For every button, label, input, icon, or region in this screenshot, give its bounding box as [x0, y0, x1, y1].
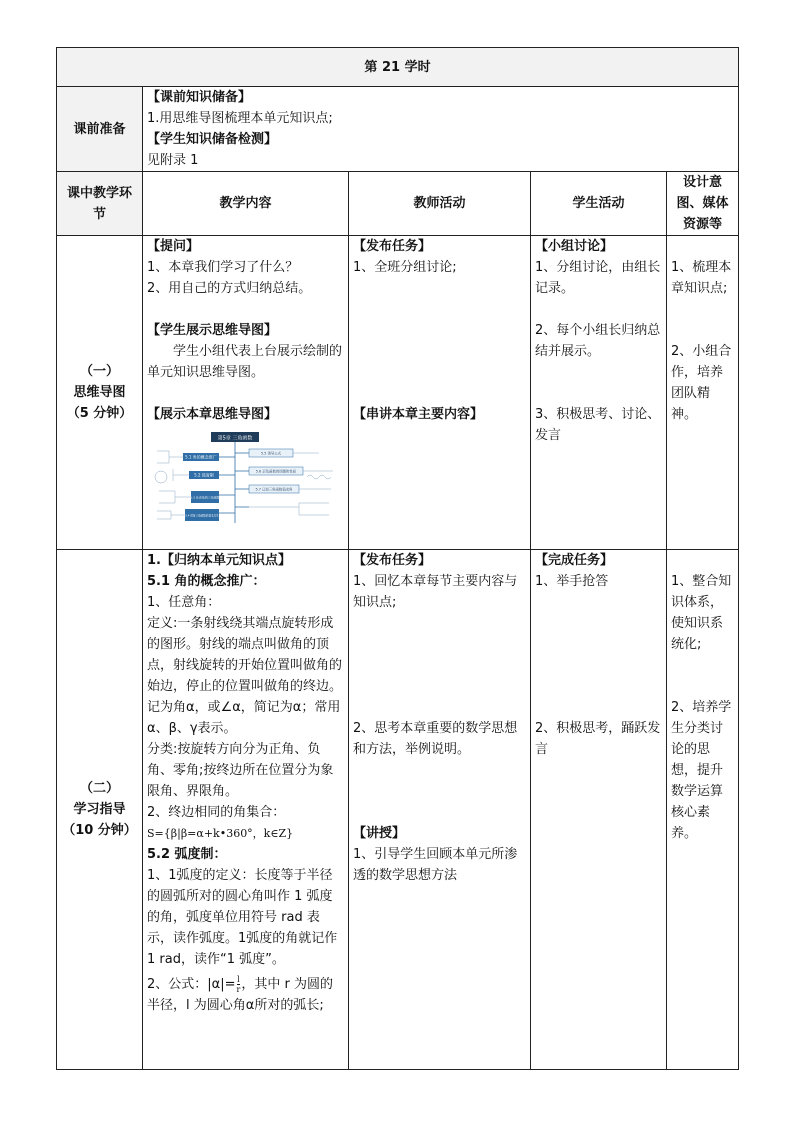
row1-q1: 1、本章我们学习了什么？ [147, 260, 299, 275]
row2-formula [147, 974, 344, 1016]
mindmap-node-5-4-text: 5.4 同角三角函数的基本关系 [185, 514, 219, 518]
row1-teacher-h1: 【发布任务】 [353, 239, 432, 254]
stage-1-num: （一） [79, 364, 119, 379]
row1-h2: 【学生展示思维导图】 [147, 323, 278, 338]
row2-l5: S={β|β=α+k•360°，k∈Z} [147, 827, 294, 840]
row1-q2: 2、用自己的方式归纳总结。 [147, 281, 312, 296]
row2-student-s1: 1、举手抢答 [535, 574, 609, 589]
lesson-title: 第 21 学时 [57, 48, 739, 87]
row1-design-d2: 2、小组合作，培养团队精神。 [671, 344, 732, 422]
prep-line-3: 【学生知识储备检测】 [147, 132, 278, 147]
col-header-stage: 课中教学环节 [57, 172, 143, 236]
row1-teacher-h2: 【串讲本章主要内容】 [353, 407, 484, 422]
row2-teacher-t1: 1、回忆本章每节主要内容与知识点; [353, 574, 518, 610]
formula-suffix: ，其中 r 为圆的半径，l 为圆心角α所对的弧长; [147, 977, 333, 1013]
row2-l1: 1、任意角： [147, 595, 221, 610]
row1-student-s3: 3、积极思考、讨论、发言 [535, 407, 661, 443]
row1-student-s1: 1、分组讨论，由组长记录。 [535, 260, 661, 296]
stage-2 [57, 550, 143, 1070]
row2-l6: 1、1弧度的定义：长度等于半径的圆弧所对的圆心角叫作 1 弧度的角，弧度单位用符号 rad 表示，读作弧度。1弧度的角就记作 1 rad，读作“1 弧度”。 [147, 868, 338, 967]
row2-h1: 1.【归纳本单元知识点】 [147, 553, 291, 568]
stage-2-time: （10 分钟） [62, 823, 137, 838]
lesson-plan-table [56, 47, 739, 1070]
formula-prefix: 2、公式：|α|= [147, 977, 236, 992]
prep-line-1: 【课前知识储备】 [147, 90, 252, 105]
row2-design-d2: 2、培养学生分类讨论的思想，提升数学运算核心素养。 [671, 700, 732, 841]
row2-student-s2: 2、积极思考，踊跃发言 [535, 721, 661, 757]
stage-1 [57, 236, 143, 550]
prep-content [143, 87, 739, 172]
formula-fraction [237, 975, 241, 994]
mindmap-center-text: 第5章 三角函数 [217, 435, 253, 442]
mindmap-node-5-6-text: 5.6 正弦函数的图像和性质 [255, 469, 297, 474]
prep-label: 课前准备 [57, 87, 143, 172]
col-header-design: 设计意图、媒体资源等 [667, 172, 739, 236]
mindmap-image [149, 431, 337, 531]
mindmap-node-5-5-text: 5.5 诱导公式 [260, 451, 282, 456]
row1-h3: 【展示本章思维导图】 [147, 407, 278, 422]
row2-design [667, 550, 739, 1070]
mindmap-node-5-1-text: 5.1 角的概念推广 [185, 454, 217, 460]
stage-1-time: （5 分钟） [66, 406, 133, 421]
row1-design [667, 236, 739, 550]
row1-design-d1: 1、梳理本章知识点; [671, 260, 732, 296]
prep-line-2: 1.用思维导图梳理本单元知识点; [147, 111, 333, 126]
mindmap-node-5-3-text: 5.3 任意角的三角函数 [190, 495, 220, 500]
mindmap-node-5-2-text: 5.2 弧度制 [194, 472, 214, 478]
row2-l3: 分类:按旋转方向分为正角、负角、零角;按终边所在位置分为象限角、界限角。 [147, 742, 334, 799]
row1-student-s2: 2、每个小组长归纳总结并展示。 [535, 323, 661, 359]
row2-h3: 5.2 弧度制： [147, 847, 227, 862]
col-header-teacher: 教师活动 [349, 172, 531, 236]
stage-1-name: 思维导图 [73, 385, 126, 400]
row2-content [143, 550, 349, 1070]
row2-design-d1: 1、整合知识体系，使知识系统化; [671, 574, 732, 652]
prep-line-4: 见附录 1 [147, 153, 199, 168]
row2-teacher [349, 550, 531, 1070]
row1-content [143, 236, 349, 550]
row2-l2: 定义:一条射线绕其端点旋转形成的图形。射线的端点叫做角的顶点，射线旋转的开始位置叫做角的始边，停止的位置叫做角的终边。记为角α，或∠α，简记为α；常用α、β、γ表示。 [147, 616, 343, 736]
row1-student [531, 236, 667, 550]
row2-student-h1: 【完成任务】 [535, 553, 614, 568]
formula-denominator: r [236, 985, 241, 994]
row2-teacher-t2: 2、思考本章重要的数学思想和方法，举例说明。 [353, 721, 518, 757]
formula-numerator: l [237, 975, 240, 984]
mindmap-node-5-7-text: 5.7 已知三角函数值求角 [255, 487, 293, 492]
row1-teacher-t1: 1、全班分组讨论; [353, 260, 457, 275]
stage-2-num: （二） [79, 781, 119, 796]
row2-teacher-h2: 【讲授】 [353, 826, 406, 841]
col-header-content: 教学内容 [143, 172, 349, 236]
col-header-student: 学生活动 [531, 172, 667, 236]
row2-teacher-h1: 【发布任务】 [353, 553, 432, 568]
row1-teacher [349, 236, 531, 550]
row1-student-h1: 【小组讨论】 [535, 239, 614, 254]
row2-h2: 5.1 角的概念推广： [147, 574, 266, 589]
stage-2-name: 学习指导 [73, 802, 126, 817]
row2-teacher-t3: 1、引导学生回顾本单元所渗透的数学思想方法 [353, 847, 518, 883]
row2-student [531, 550, 667, 1070]
row1-p: 学生小组代表上台展示绘制的单元知识思维导图。 [147, 344, 343, 380]
row1-h1: 【提问】 [147, 239, 200, 254]
row2-l4: 2、终边相同的角集合： [147, 805, 286, 820]
